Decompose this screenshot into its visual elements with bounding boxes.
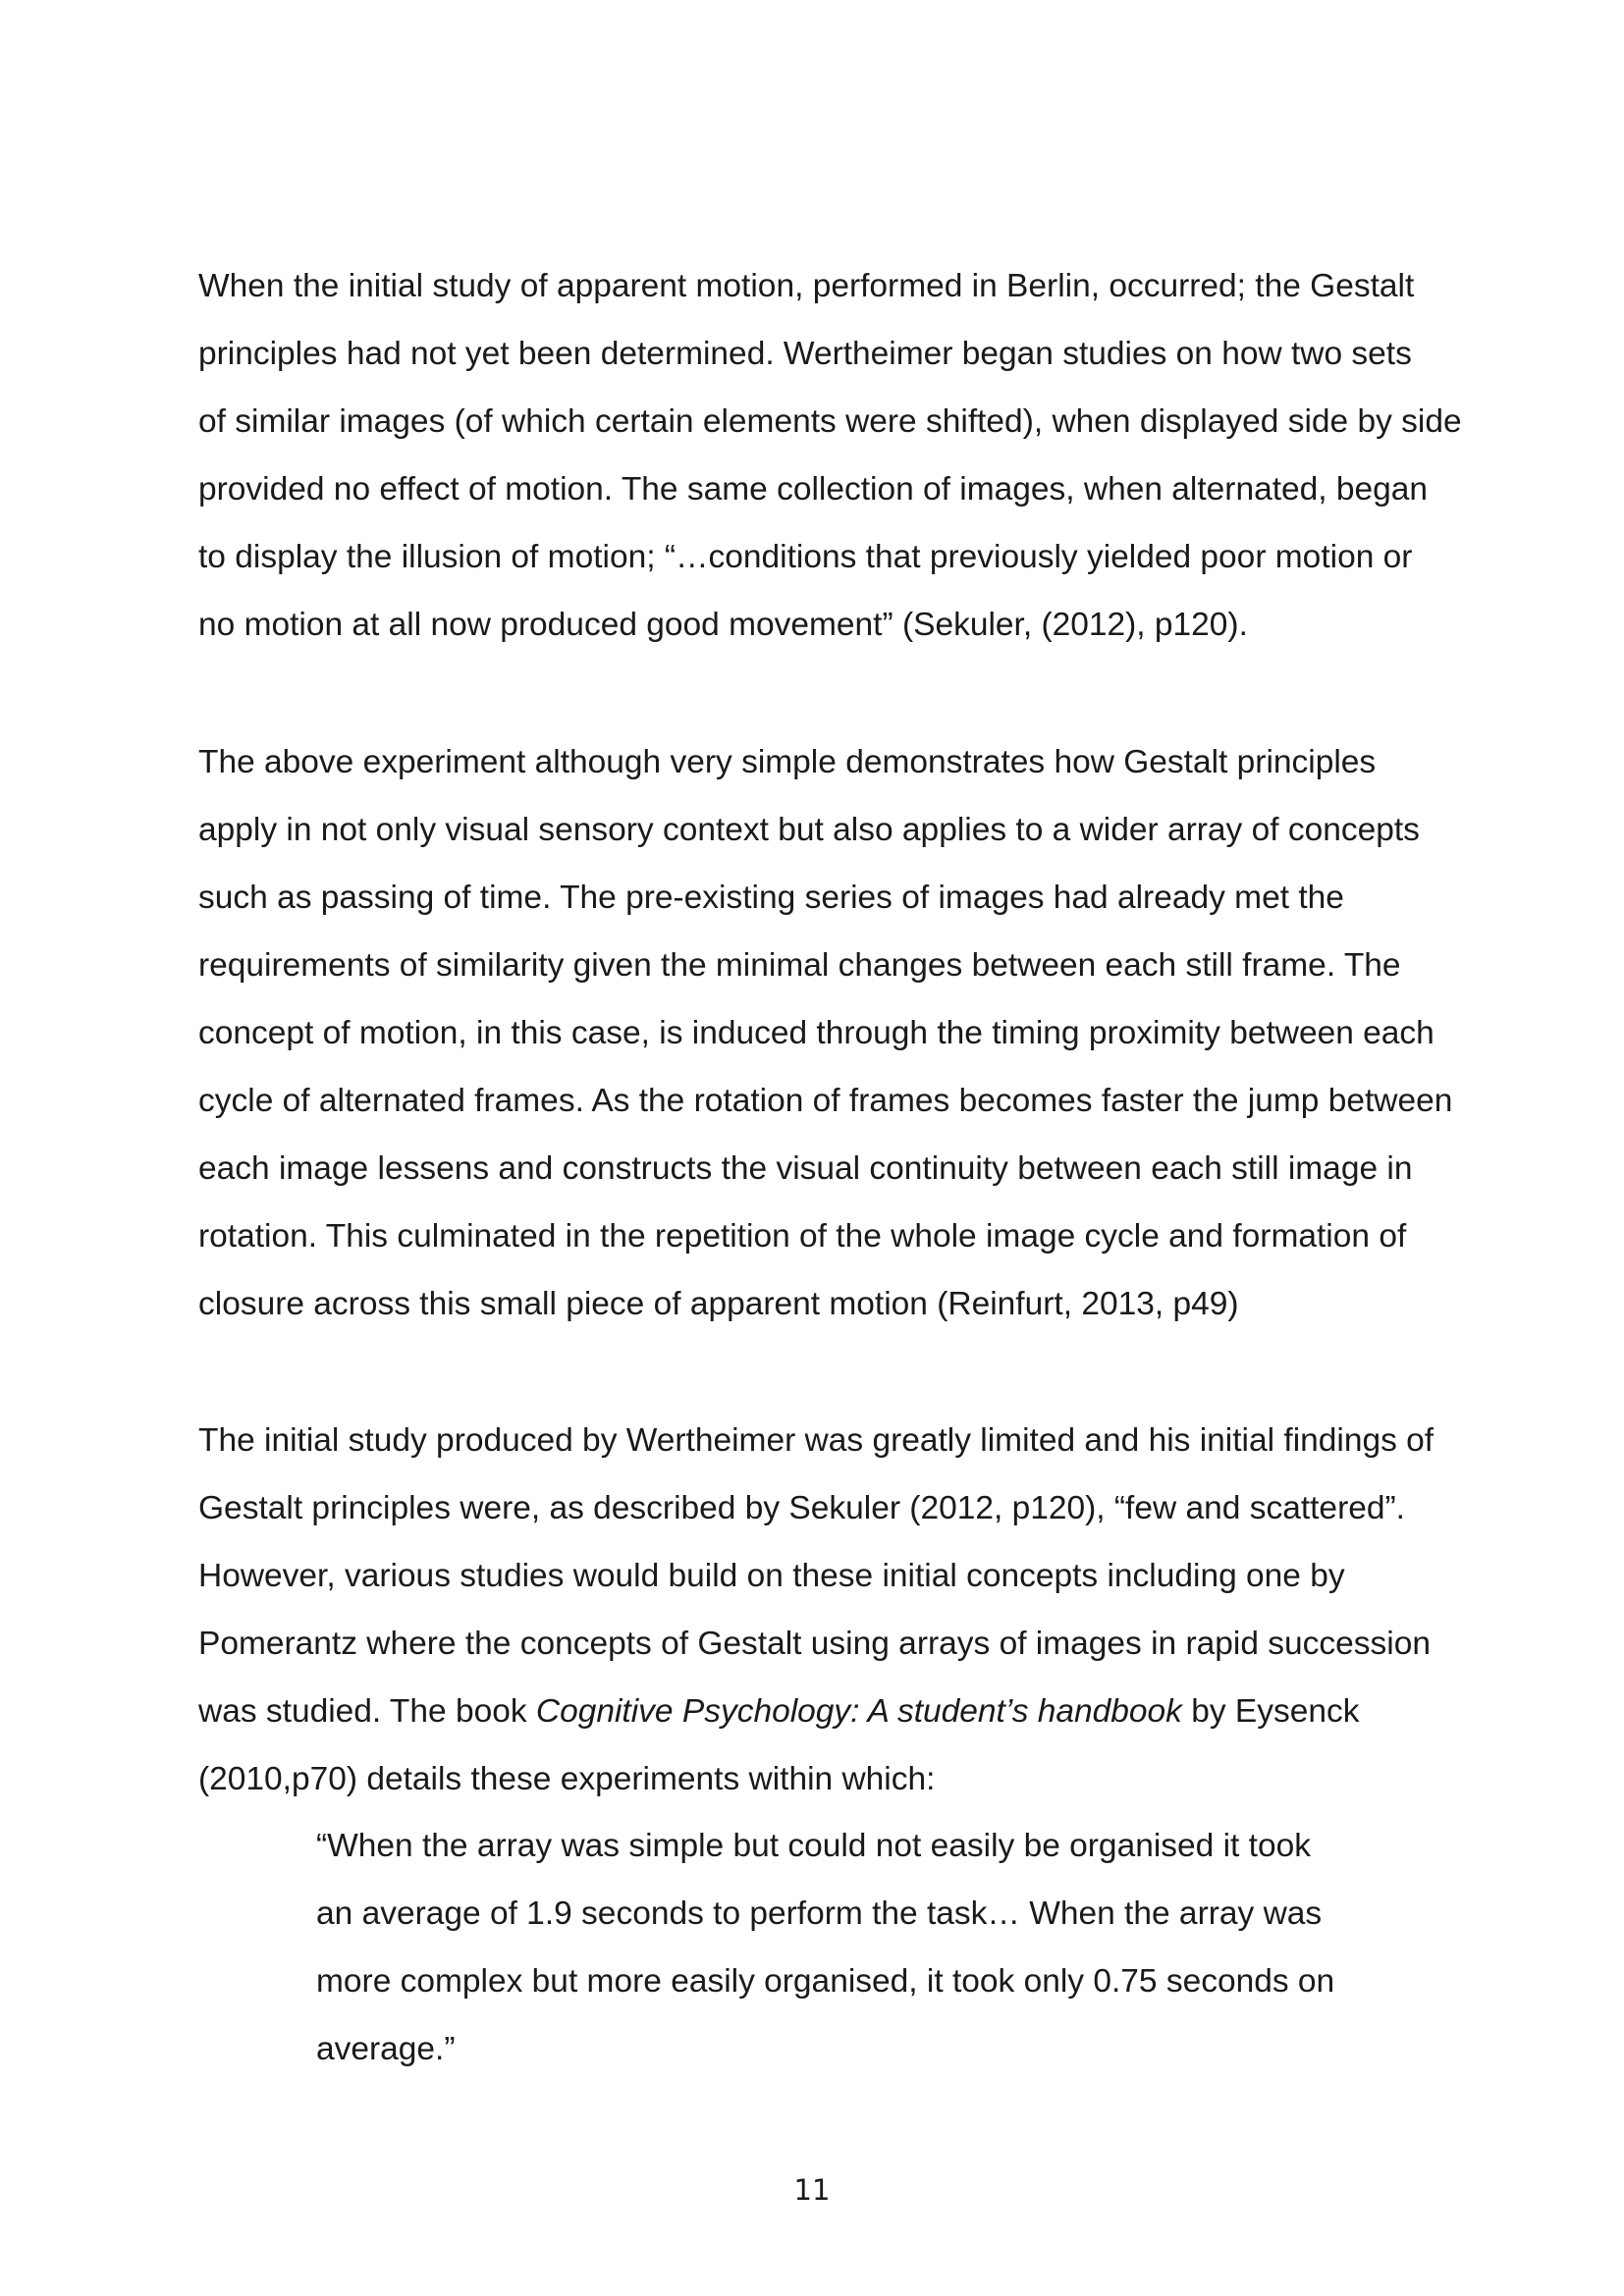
text-line: rotation. This culminated in the repetition of the whole image cycle and formation of <box>198 1218 1407 1255</box>
text-line: (2010,p70) details these experiments within which: <box>198 1761 936 1797</box>
book-title: Cognitive Psychology: A student’s handbook <box>535 1693 1182 1730</box>
text-line: The initial study produced by Wertheimer was greatly limited and his initial findings of <box>198 1422 1435 1459</box>
text-line: However, various studies would build on these initial concepts including one by <box>198 1558 1345 1594</box>
page-number: 11 <box>793 2173 831 2207</box>
text-segment: by Eysenck <box>1181 1693 1360 1730</box>
text-line: closure across this small piece of apparent motion (Reinfurt, 2013, p49) <box>198 1286 1239 1322</box>
text-line: no motion at all now produced good movement” (Sekuler, (2012), p120). <box>198 607 1248 643</box>
text-line: Pomerantz where the concepts of Gestalt using arrays of images in rapid succession <box>198 1626 1432 1662</box>
text-line: requirements of similarity given the minimal changes between each still frame. The <box>198 947 1401 984</box>
text-line: to display the illusion of motion; “…conditions that previously yielded poor motion or <box>198 539 1413 575</box>
block-quote <box>316 1812 1396 2083</box>
paragraph-wertheimer-findings <box>198 1407 1445 1813</box>
text-segment: was studied. The book <box>198 1693 536 1730</box>
text-line: concept of motion, in this case, is induced through the timing proximity between each <box>198 1015 1435 1051</box>
text-line: cycle of alternated frames. As the rotation of frames becomes faster the jump between <box>198 1083 1453 1119</box>
text-line: such as passing of time. The pre-existing series of images had already met the <box>198 880 1344 916</box>
text-line: When the initial study of apparent motion, performed in Berlin, occurred; the Gestalt <box>198 268 1415 304</box>
text-line: apply in not only visual sensory context but also applies to a wider array of concepts <box>198 812 1420 848</box>
text-line: principles had not yet been determined. Wertheimer began studies on how two sets <box>198 336 1412 372</box>
text-line: each image lessens and constructs the visual continuity between each still image in <box>198 1150 1413 1187</box>
text-line: provided no effect of motion. The same collection of images, when alternated, began <box>198 471 1429 507</box>
text-line-with-book-title <box>198 1678 1445 1745</box>
paragraph-apparent-motion <box>198 252 1462 659</box>
text-line: Gestalt principles were, as described by Sekuler (2012, p120), “few and scattered”. <box>198 1490 1405 1526</box>
quote-line: “When the array was simple but could not easily be organised it took <box>316 1828 1311 1864</box>
text-line: of similar images (of which certain elements were shifted), when displayed side by side <box>198 403 1462 440</box>
quote-line: an average of 1.9 seconds to perform the task… When the array was <box>316 1896 1323 1932</box>
quote-line: more complex but more easily organised, it took only 0.75 seconds on <box>316 1963 1335 2000</box>
quote-line: average.” <box>316 2031 456 2067</box>
paragraph-experiment-analysis <box>198 728 1453 1338</box>
text-line: The above experiment although very simple demonstrates how Gestalt principles <box>198 744 1377 780</box>
